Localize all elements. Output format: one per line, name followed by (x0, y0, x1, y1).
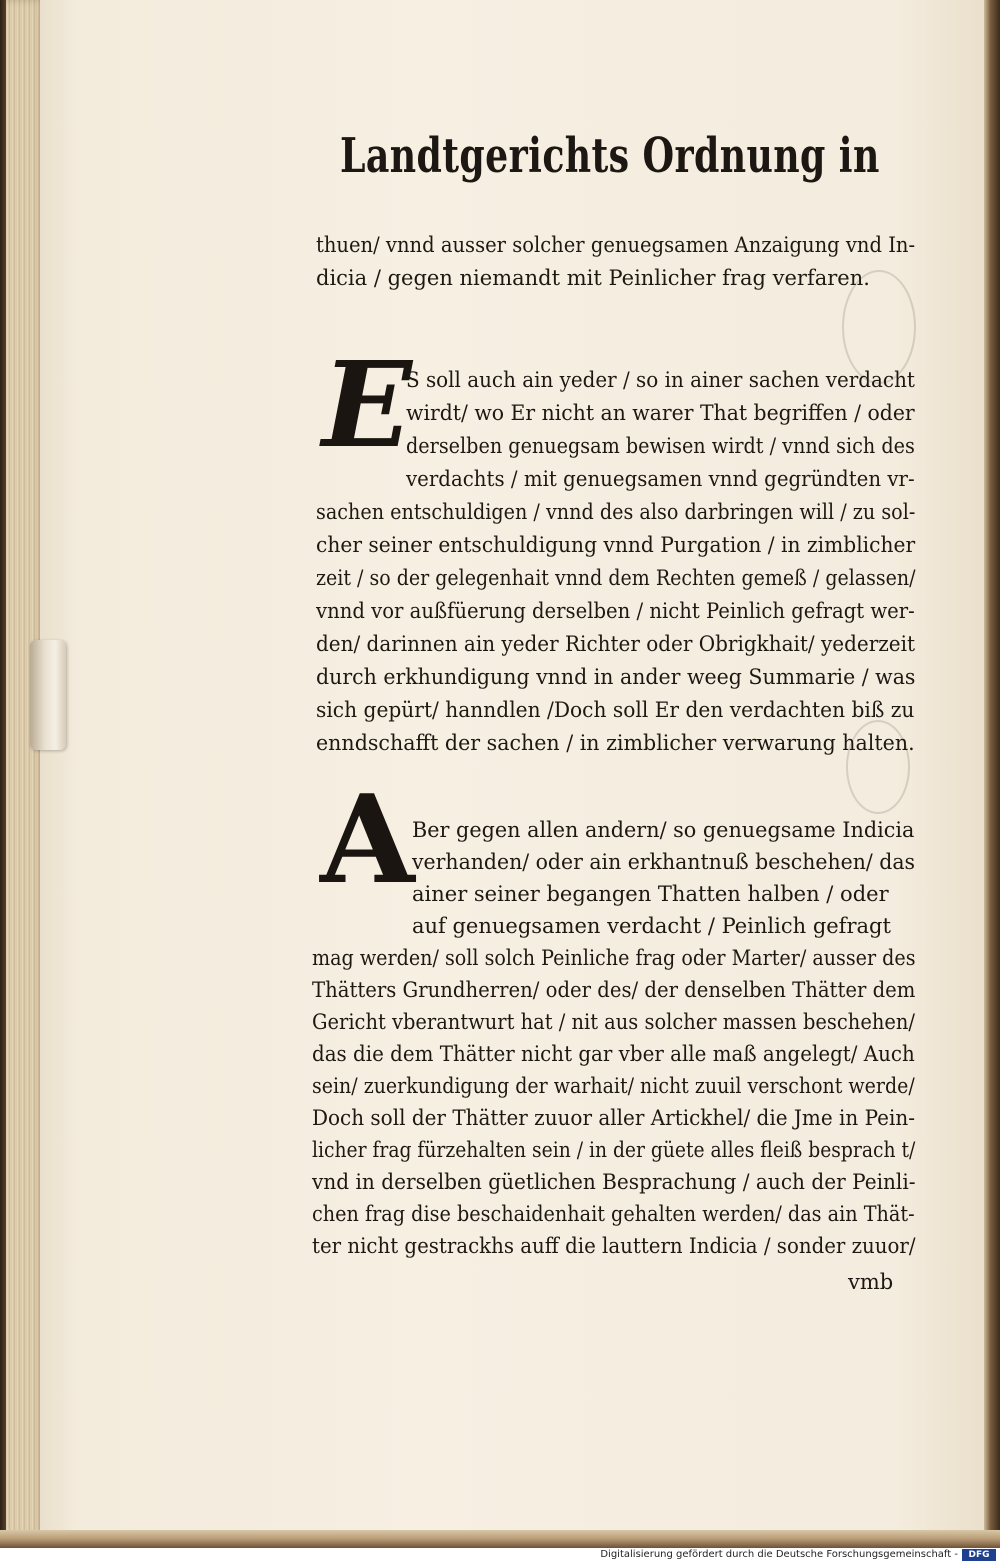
text-line: den/ darinnen ain yeder Richter oder Obrigkhait/ yederzeit (316, 632, 915, 656)
bookmark-clip (30, 640, 66, 750)
funding-credit: Digitalisierung gefördert durch die Deutsche Forschungsgemeinschaft - (600, 1549, 958, 1560)
text-line: derselben genuegsam bewisen wirdt / vnnd sich des (406, 434, 915, 458)
text-line: ter nicht gestrackhs auff die lauttern Indicia / sonder zuuor/ (312, 1234, 916, 1258)
text-line: S soll auch ain yeder / so in ainer sachen verdacht (406, 368, 915, 392)
text-line: licher frag fürzehalten sein / in der güete alles fleiß besprach t/ (312, 1138, 916, 1162)
text-line: cher seiner entschuldigung vnnd Purgation / in zimblicher (316, 533, 916, 557)
text-line: das die dem Thätter nicht gar vber alle maß angelegt/ Auch (312, 1042, 915, 1066)
decorated-initial: A (320, 767, 415, 911)
text-line: Doch soll der Thätter zuuor aller Artickhel/ die Jme in Pein- (312, 1106, 915, 1130)
right-page-edge (984, 0, 1000, 1545)
text-line: durch erkhundigung vnnd in ander weeg Summarie / was (316, 665, 916, 689)
text-line: chen frag dise beschaidenhait gehalten werden/ das ain Thät- (312, 1202, 915, 1226)
text-line: Gericht vberantwurt hat / nit aus solcher massen beschehen/ (312, 1010, 915, 1034)
text-line: mag werden/ soll solch Peinliche frag oder Marter/ ausser des (312, 946, 916, 970)
decorated-initial: E (322, 335, 412, 474)
text-line: Thätters Grundherren/ oder des/ der denselben Thätter dem (312, 978, 916, 1002)
text-line: Ber gegen allen andern/ so genuegsame Indicia (412, 818, 915, 842)
text-line: sich gepürt/ hanndlen /Doch soll Er den verdachten biß zu (316, 698, 915, 722)
text-line: vnnd vor außfüerung derselben / nicht Peinlich gefragt wer- (316, 599, 915, 623)
bottom-page-edge (0, 1530, 1000, 1548)
catchword: vmb (848, 1270, 894, 1294)
dfg-logo: DFG (962, 1549, 996, 1561)
text-line: sein/ zuerkundigung der warhait/ nicht zuuil verschont werde/ (312, 1074, 915, 1098)
text-line: enndschafft der sachen / in zimblicher verwarung halten. (316, 731, 915, 755)
text-line: sachen entschuldigen / vnnd des also darbringen will / zu sol- (316, 500, 916, 524)
text-line: thuen/ vnnd ausser solcher genuegsamen Anzaigung vnd In- (316, 233, 916, 257)
text-line: zeit / so der gelegenhait vnnd dem Rechten gemeß / gelassen/ (316, 566, 916, 590)
text-line: auf genuegsamen verdacht / Peinlich gefragt (412, 914, 891, 938)
text-line: wirdt/ wo Er nicht an warer That begriffen / oder (406, 401, 915, 425)
running-title: Landtgerichts Ordnung in (340, 128, 880, 184)
text-line: verhanden/ oder ain erkhantnuß beschehen/ das (412, 850, 916, 874)
text-line: verdachts / mit genuegsamen vnnd gegründten vr- (406, 467, 915, 491)
text-line: ainer seiner begangen Thatten halben / oder (412, 882, 889, 906)
text-line: vnd in derselben güetlichen Besprachung / auch der Peinli- (312, 1170, 916, 1194)
text-line: dicia / gegen niemandt mit Peinlicher frag verfaren. (316, 266, 870, 290)
